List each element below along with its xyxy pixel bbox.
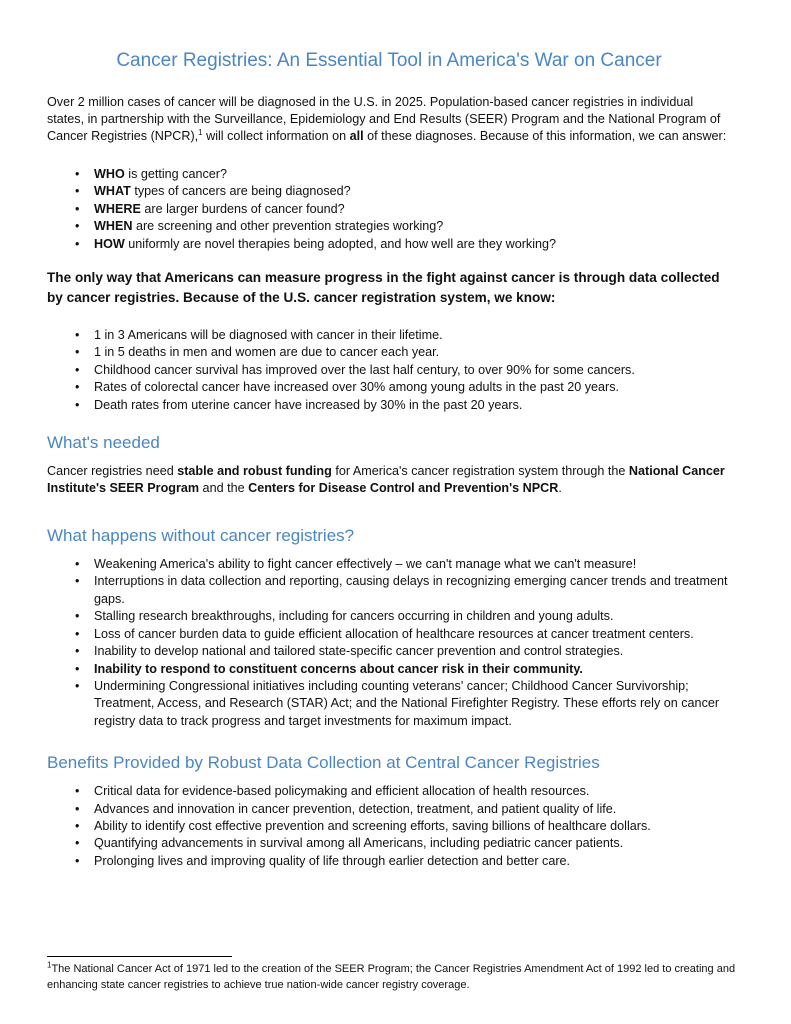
list-item: • Loss of cancer burden data to guide efficient allocation of healthcare resources at cancer treatment centers. bbox=[75, 626, 731, 643]
list-item: • HOW uniformly are novel therapies being adopted, and how well are they working? bbox=[75, 236, 731, 253]
list-item: • WHAT types of cancers are being diagnosed? bbox=[75, 183, 731, 200]
list-item: • Stalling research breakthroughs, including for cancers occurring in children and young adults. bbox=[75, 608, 731, 625]
list-item: • WHO is getting cancer? bbox=[75, 166, 731, 183]
footnote: $^1$The National Cancer Act of 1971 led to the creation of the SEER Program; the Cancer Registries Amendment Act of 1992 led to creating and enhancing state cancer registries to achieve true nation-wide cancer registry coverage. bbox=[47, 960, 736, 991]
list-item: • Interruptions in data collection and reporting, causing delays in recognizing emerging cancer trends and treatment gaps. bbox=[75, 573, 731, 608]
section-heading-needed: What's needed bbox=[47, 433, 160, 453]
list-item: • Critical data for evidence-based policymaking and efficient allocation of health resources. bbox=[75, 783, 731, 800]
page-title: Cancer Registries: An Essential Tool in America's War on Cancer bbox=[116, 50, 662, 71]
without-list bbox=[47, 556, 731, 730]
list-item: • Inability to develop national and tailored state-specific cancer prevention and control strategies. bbox=[75, 643, 731, 660]
list-item: • Undermining Congressional initiatives including counting veterans' cancer; Childhood Cancer Survivorship; Treatment, Access, and Research (STAR) Act; and the National Firefighter Registry. These efforts rely on cancer registry data to track progress and target investments for maximum impact. bbox=[75, 678, 731, 730]
list-item: • Prolonging lives and improving quality of life through earlier detection and better care. bbox=[75, 853, 731, 870]
list-item: • Inability to respond to constituent concerns about cancer risk in their community. bbox=[75, 661, 731, 678]
list-item: • 1 in 5 deaths in men and women are due to cancer each year. bbox=[75, 344, 731, 361]
list-item: • WHEN are screening and other prevention strategies working? bbox=[75, 218, 731, 235]
intro-paragraph: Over 2 million cases of cancer will be diagnosed in the U.S. in 2025. Population-based cancer registries in individual states, in partnership with the Surveillance, Epidemiology and End Results (SEER) Program and the National Program of Cancer Registries (NPCR),$^1$ will collect information on all of these diagnoses. Because of this information, we can answer: bbox=[47, 95, 727, 143]
section-heading-benefits: Benefits Provided by Robust Data Collection at Central Cancer Registries bbox=[47, 753, 600, 773]
benefits-list bbox=[47, 783, 731, 870]
list-item: • 1 in 3 Americans will be diagnosed with cancer in their lifetime. bbox=[75, 327, 731, 344]
list-item: • WHERE are larger burdens of cancer found? bbox=[75, 201, 731, 218]
footnote-ref: 1 bbox=[198, 127, 203, 137]
footnote-divider bbox=[47, 956, 232, 957]
list-item: • Childhood cancer survival has improved over the last half century, to over 90% for some cancers. bbox=[75, 362, 731, 379]
list-item: • Death rates from uterine cancer have increased by 30% in the past 20 years. bbox=[75, 397, 731, 414]
list-item: • Weakening America's ability to fight cancer effectively – we can't manage what we can't measure! bbox=[75, 556, 731, 573]
list-item: • Quantifying advancements in survival among all Americans, including pediatric cancer patients. bbox=[75, 835, 731, 852]
questions-list bbox=[47, 166, 731, 253]
progress-lead: The only way that Americans can measure progress in the fight against cancer is through data collected by cancer registries. Because of the U.S. cancer registration system, we know: bbox=[47, 270, 720, 306]
needed-paragraph: Cancer registries need stable and robust funding for America's cancer registration system through the National Cancer Institute's SEER Program and the Centers for Disease Control and Prevention's NPCR. bbox=[47, 464, 725, 496]
list-item: • Advances and innovation in cancer prevention, detection, treatment, and patient quality of life. bbox=[75, 801, 731, 818]
list-item: • Rates of colorectal cancer have increased over 30% among young adults in the past 20 years. bbox=[75, 379, 731, 396]
list-item: • Ability to identify cost effective prevention and screening efforts, saving billions of healthcare dollars. bbox=[75, 818, 731, 835]
facts-list bbox=[47, 327, 731, 414]
section-heading-without: What happens without cancer registries? bbox=[47, 526, 355, 546]
